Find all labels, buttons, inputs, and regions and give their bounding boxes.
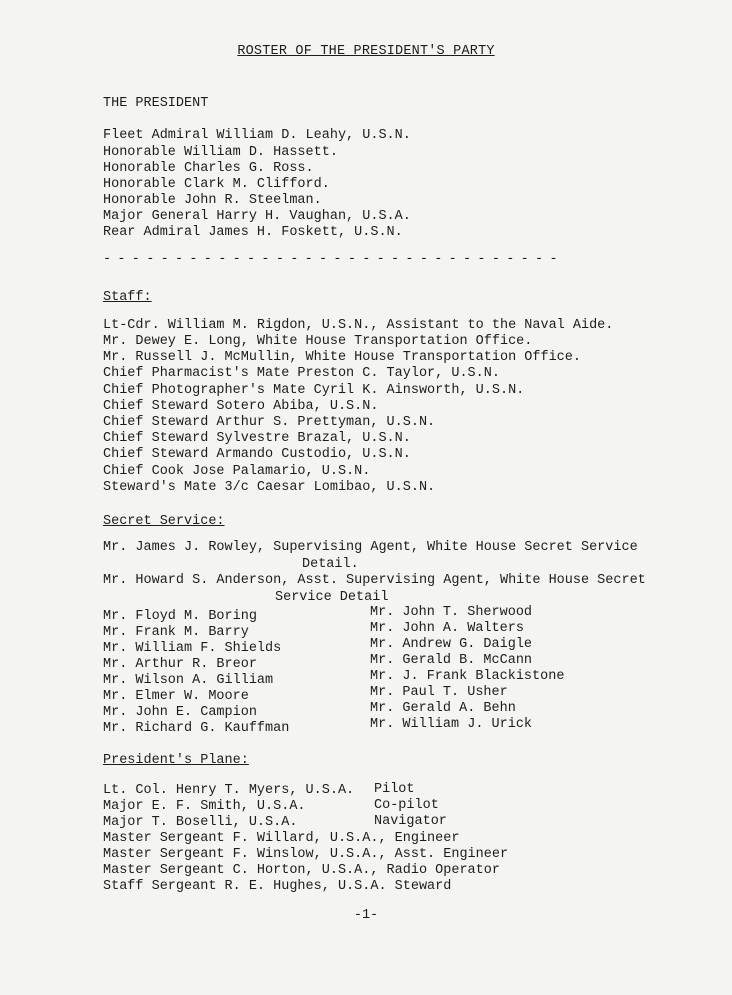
staff-line: Chief Steward Sotero Abiba, U.S.N. xyxy=(103,399,379,414)
staff-line: Chief Steward Arthur S. Prettyman, U.S.N. xyxy=(103,415,436,430)
plane-crew-line: Master Sergeant F. Winslow, U.S.A., Asst. Engineer xyxy=(103,847,509,862)
document-title: ROSTER OF THE PRESIDENT'S PARTY xyxy=(237,44,495,59)
president-party-line: Major General Harry H. Vaughan, U.S.A. xyxy=(103,209,411,224)
secret-service-agent: Mr. Gerald A. Behn xyxy=(370,701,516,716)
staff-line: Chief Cook Jose Palamario, U.S.N. xyxy=(103,464,371,479)
plane-crew-name: Major T. Boselli, U.S.A. xyxy=(103,815,298,830)
secret-service-agent: Mr. Arthur R. Breor xyxy=(103,657,257,672)
plane-crew-role: Navigator xyxy=(374,814,447,829)
secret-service-lead-line: Mr. James J. Rowley, Supervising Agent, White House Secret Service xyxy=(103,540,638,555)
secret-service-agent: Mr. William F. Shields xyxy=(103,641,282,656)
staff-line: Chief Photographer's Mate Cyril K. Ainsworth, U.S.N. xyxy=(103,383,525,398)
section-separator: -------------------------------- xyxy=(103,252,564,267)
secret-service-agent: Mr. J. Frank Blackistone xyxy=(370,669,565,684)
secret-service-agent: Mr. John A. Walters xyxy=(370,621,524,636)
secret-service-agent: Mr. Elmer W. Moore xyxy=(103,689,249,704)
staff-line: Chief Steward Armando Custodio, U.S.N. xyxy=(103,447,411,462)
president-party-line: Honorable Charles G. Ross. xyxy=(103,161,314,176)
staff-line: Chief Steward Sylvestre Brazal, U.S.N. xyxy=(103,431,411,446)
secret-service-agent: Mr. Paul T. Usher xyxy=(370,685,508,700)
secret-service-agent: Mr. Floyd M. Boring xyxy=(103,609,257,624)
secret-service-agent: Mr. John T. Sherwood xyxy=(370,605,533,620)
secret-service-agent: Mr. John E. Campion xyxy=(103,705,257,720)
plane-crew-line: Staff Sergeant R. E. Hughes, U.S.A. Steward xyxy=(103,879,452,894)
secret-service-agent: Mr. Wilson A. Gilliam xyxy=(103,673,274,688)
staff-line: Lt-Cdr. William M. Rigdon, U.S.N., Assistant to the Naval Aide. xyxy=(103,318,614,333)
president-party-line: Honorable William D. Hassett. xyxy=(103,145,338,160)
secret-service-lead-continuation: Detail. xyxy=(302,557,359,572)
president-party-line: Fleet Admiral William D. Leahy, U.S.N. xyxy=(103,128,411,143)
secret-service-agent: Mr. Gerald B. McCann xyxy=(370,653,533,668)
staff-heading: Staff: xyxy=(103,290,152,305)
secret-service-agent: Mr. Andrew G. Daigle xyxy=(370,637,533,652)
plane-crew-name: Lt. Col. Henry T. Myers, U.S.A. xyxy=(103,783,355,798)
plane-crew-role: Pilot xyxy=(374,782,415,797)
plane-crew-role: Co-pilot xyxy=(374,798,439,813)
secret-service-agent: Mr. William J. Urick xyxy=(370,717,533,732)
staff-line: Mr. Russell J. McMullin, White House Transportation Office. xyxy=(103,350,581,365)
staff-line: Mr. Dewey E. Long, White House Transportation Office. xyxy=(103,334,533,349)
secret-service-agent: Mr. Richard G. Kauffman xyxy=(103,721,290,736)
plane-heading: President's Plane: xyxy=(103,753,249,768)
secret-service-agent: Mr. Frank M. Barry xyxy=(103,625,249,640)
staff-line: Chief Pharmacist's Mate Preston C. Taylor, U.S.N. xyxy=(103,366,500,381)
secret-service-lead-continuation: Service Detail xyxy=(275,590,389,605)
president-party-line: Rear Admiral James H. Foskett, U.S.N. xyxy=(103,225,403,240)
plane-crew-name: Major E. F. Smith, U.S.A. xyxy=(103,799,306,814)
secret-service-heading: Secret Service: xyxy=(103,514,225,529)
president-party-line: Honorable Clark M. Clifford. xyxy=(103,177,330,192)
staff-line: Steward's Mate 3/c Caesar Lomibao, U.S.N. xyxy=(103,480,436,495)
plane-crew-line: Master Sergeant C. Horton, U.S.A., Radio Operator xyxy=(103,863,500,878)
plane-crew-line: Master Sergeant F. Willard, U.S.A., Engineer xyxy=(103,831,460,846)
president-heading: THE PRESIDENT xyxy=(103,96,209,111)
president-party-line: Honorable John R. Steelman. xyxy=(103,193,322,208)
secret-service-lead-line: Mr. Howard S. Anderson, Asst. Supervising Agent, White House Secret xyxy=(103,573,646,588)
page-number: -1- xyxy=(353,908,379,923)
